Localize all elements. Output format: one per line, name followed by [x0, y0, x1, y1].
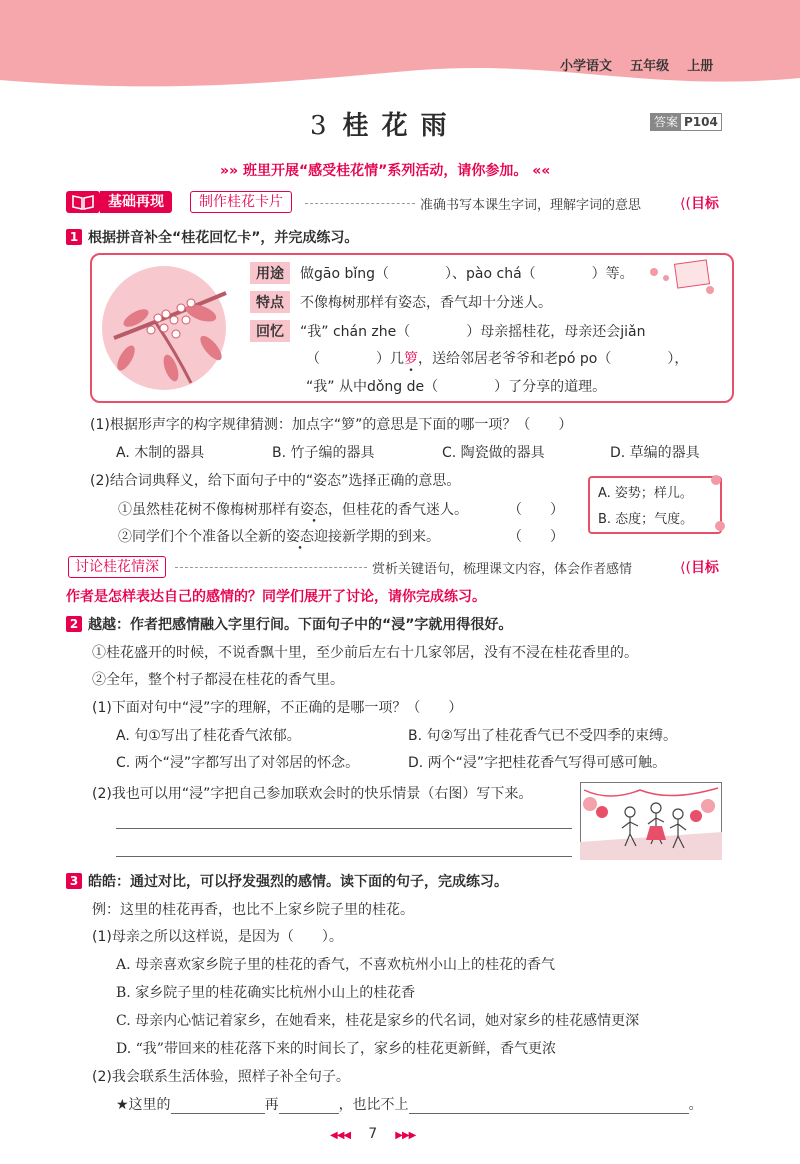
page-footer: [330, 1126, 415, 1142]
q1-sub2-answer2[interactable]: （ ）: [508, 529, 564, 545]
fill-bi: ，也比不上: [338, 1097, 409, 1113]
answer-label: 答案: [651, 114, 681, 130]
fill-star: ★这里的: [116, 1097, 171, 1113]
q2-sub2: (2)我也可以用“浸”字把自己参加联欢会时的快乐情景（右图）写下来。: [92, 786, 533, 802]
prev-arrows-icon: ◀◀◀: [330, 1130, 351, 1141]
q2-answer-line-2[interactable]: [116, 856, 572, 857]
card-label-use: 用途: [250, 262, 290, 284]
q3-option-c[interactable]: C. 母亲内心惦记着家乡，在她看来，桂花是家乡的代名词，她对家乡的桂花感情更深: [116, 1013, 640, 1029]
q3-example: 例：这里的桂花再香，也比不上家乡院子里的桂花。: [92, 902, 414, 918]
section1-goal-label: ⟨(目标: [680, 196, 719, 212]
q1-sub2-sentence1: ①虽然桂花树不像梅树那样有姿态，但桂花的香气迷人。: [118, 502, 468, 518]
header-subject: 小学语文: [560, 59, 613, 74]
q1-option-c[interactable]: C. 陶瓷做的器具: [442, 445, 545, 461]
fill-blank-3[interactable]: [409, 1097, 689, 1114]
flower-decoration: [640, 258, 720, 298]
activity-banner: [220, 160, 550, 180]
section2-goal-text: 赏析关键语句，梳理课文内容，体会作者感情: [372, 562, 633, 577]
q3-option-b[interactable]: B. 家乡院子里的桂花确实比杭州小山上的桂花香: [116, 985, 416, 1001]
fill-zai: 再: [264, 1097, 279, 1113]
fill-end: 。: [688, 1097, 703, 1113]
q1-option-a[interactable]: A. 木制的器具: [116, 445, 205, 461]
page-number: 7: [368, 1126, 378, 1142]
header-grade: 五年级: [630, 59, 670, 74]
q3-option-a[interactable]: A. 母亲喜欢家乡院子里的桂花的香气，不喜欢杭州小山上的桂花的香气: [116, 957, 556, 973]
q3-sub1: (1)母亲之所以这样说，是因为（ ）。: [92, 929, 343, 945]
banner-text: 班里开展“感受桂花情”系列活动，请你参加。: [242, 163, 528, 179]
chevron-left-icon: ««: [532, 163, 551, 179]
section2-goal-label: ⟨(目标: [680, 560, 719, 576]
osmanthus-illustration: [96, 258, 246, 398]
q3-option-d[interactable]: D. “我”带回来的桂花落下来的时间长了，家乡的桂花更新鲜，香气更浓: [116, 1041, 556, 1057]
section-discuss-tag: 讨论桂花情深: [68, 556, 166, 578]
divider-dashed: [305, 203, 415, 204]
card-row-use: [250, 262, 634, 284]
q2-number: 2: [66, 616, 82, 632]
q1-option-b[interactable]: B. 竹子编的器具: [272, 445, 375, 461]
next-arrows-icon: ▶▶▶: [395, 1130, 416, 1141]
q2-sentence1: ①桂花盛开的时候，不说香飘十里，至少前后左右十几家邻居，没有不浸在桂花香里的。: [92, 645, 638, 661]
card-line-memory: “我” chán zhe（ ）母亲摇桂花，母亲还会jiǎn: [300, 324, 646, 340]
lesson-number: 3: [310, 111, 329, 141]
lesson-title: 桂 花 雨: [342, 111, 449, 141]
card-line-5: “我” 从中dǒng de（ ）了分享的道理。: [306, 379, 607, 395]
definition-a: A. 姿势；样儿。: [598, 486, 693, 501]
q2-option-d[interactable]: D. 两个“浸”字把桂花香气写得可感可触。: [408, 755, 667, 771]
card-label-memory: 回忆: [250, 320, 290, 342]
q2-option-b[interactable]: B. 句②写出了桂花香气已不受四季的束缚。: [408, 728, 678, 744]
q1-stem-text: 根据拼音补全“桂花回忆卡”，并完成练习。: [88, 230, 359, 246]
divider-dashed-2: [175, 567, 367, 568]
section2-intro: 作者是怎样表达自己的感情的？同学们展开了讨论，请你完成练习。: [66, 589, 486, 605]
card-label-feature: 特点: [250, 291, 290, 313]
q1-sub2-answer1[interactable]: （ ）: [508, 502, 564, 518]
q2-option-c[interactable]: C. 两个“浸”字都写出了对邻居的怀念。: [116, 755, 360, 771]
page-title: [310, 105, 449, 142]
section-basic-tag: 基础再现: [100, 191, 172, 213]
q1-number: 1: [66, 229, 82, 245]
book-icon: [66, 191, 100, 213]
fill-blank-1[interactable]: [171, 1097, 265, 1114]
section-card-tag: 制作桂花卡片: [190, 191, 292, 213]
card-row-feature: [250, 291, 552, 313]
flower-decoration-2: [700, 470, 730, 540]
answer-page: P104: [684, 115, 718, 129]
q3-number: 3: [66, 873, 82, 889]
header-wave: [0, 0, 800, 95]
section1-goal-text: 准确书写本课生字词，理解字词的意思: [420, 198, 642, 213]
q2-sub1: (1)下面对句中“浸”字的理解，不正确的是哪一项？（ ）: [92, 700, 463, 716]
definition-b: B. 态度；气度。: [598, 512, 694, 527]
q3-fill-sentence: [116, 1094, 703, 1114]
q2-answer-line-1[interactable]: [116, 828, 572, 829]
chevron-right-icon: »»: [220, 163, 239, 179]
card-line-feature: 不像梅树那样有姿态，香气却十分迷人。: [300, 295, 552, 311]
header-volume: 上册: [687, 59, 714, 74]
q2-sentence2: ②全年，整个村子都浸在桂花的香气里。: [92, 672, 344, 688]
header-info: [560, 55, 713, 74]
q3-stem: [66, 871, 508, 891]
q1-sub1: (1)根据形声字的构字规律猜测：加点字“箩”的意思是下面的哪一项？（ ）: [90, 417, 573, 433]
answer-ref[interactable]: [650, 113, 722, 131]
dotted-char-luo: 箩: [404, 351, 418, 367]
fill-blank-2[interactable]: [279, 1097, 339, 1114]
q1-sub2: (2)结合词典释义，给下面句子中的“姿态”选择正确的意思。: [90, 473, 461, 489]
q3-sub2: (2)我会联系生活体验，照样子补全句子。: [92, 1069, 350, 1085]
q1-option-d[interactable]: D. 草编的器具: [610, 445, 700, 461]
q2-option-a[interactable]: A. 句①写出了桂花香气浓郁。: [116, 728, 301, 744]
party-illustration: [580, 782, 722, 860]
card-line-4: （ ）几箩，送给邻居老爷爷和老pó po（ ），: [306, 351, 689, 367]
q1-sub2-sentence2: ②同学们个个准备以全新的姿态迎接新学期的到来。: [118, 529, 440, 545]
card-row-memory: [250, 320, 646, 342]
q1-stem: [66, 227, 358, 247]
q3-stem-text: 皓皓：通过对比，可以抒发强烈的感情。读下面的句子，完成练习。: [88, 874, 508, 890]
card-line-use: 做gāo bǐng（ ）、pào chá（ ）等。: [300, 266, 634, 282]
q2-stem-text: 越越：作者把感情融入字里行间。下面句子中的“浸”字就用得很好。: [88, 617, 513, 633]
q2-stem: [66, 614, 512, 634]
